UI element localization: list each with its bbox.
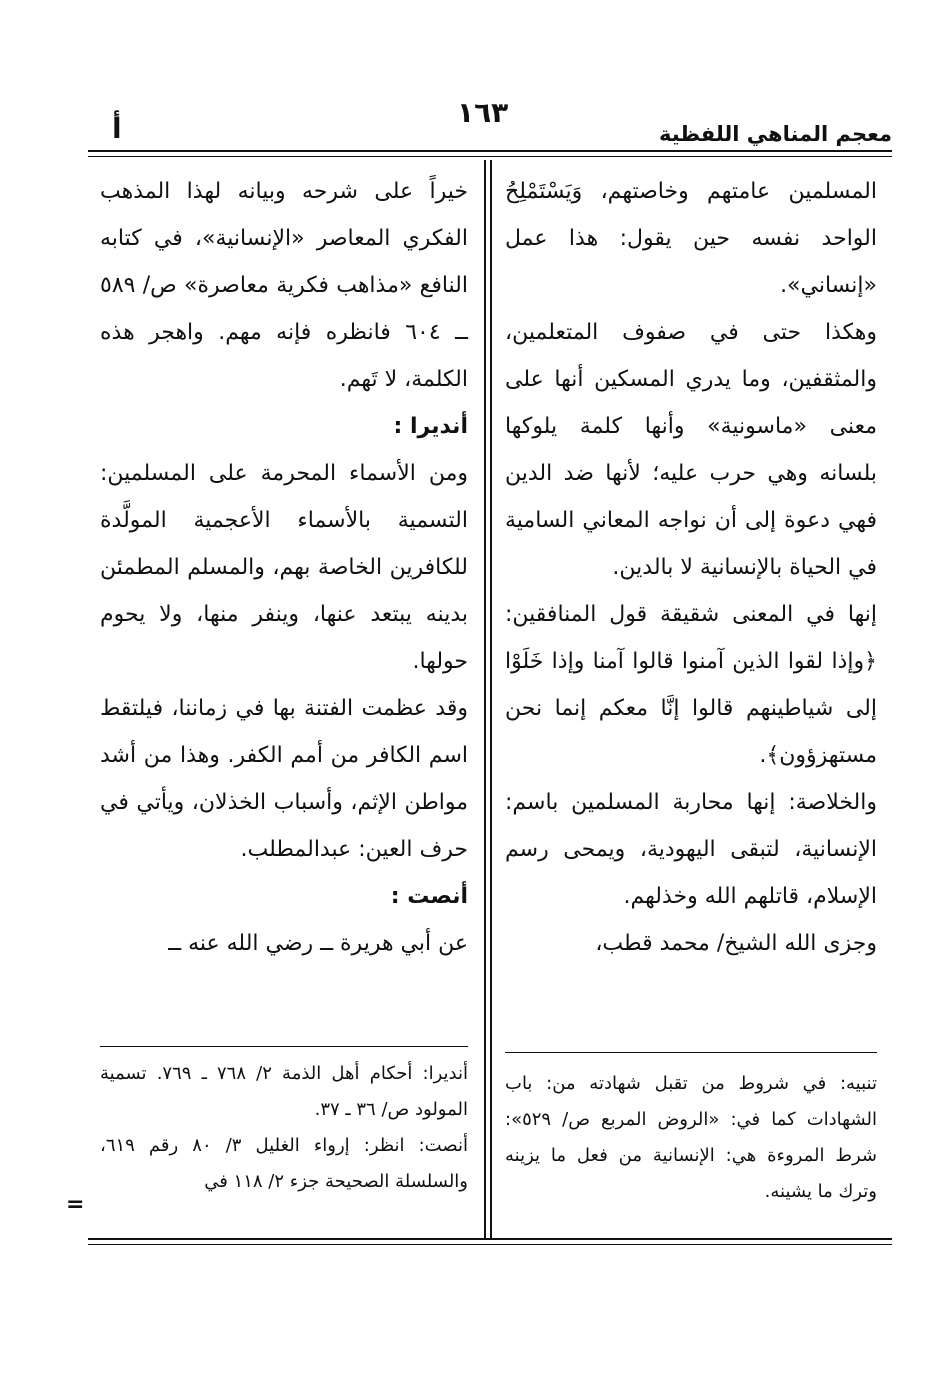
section-letter: أ [112,112,122,145]
footer-rule-bottom [88,1244,892,1245]
left-column [100,168,468,967]
footnote: أنصت: انظر: إرواء الغليل ٣/ ٨٠ رقم ٦١٩، والسلسلة الصحيحة جزء ٢/ ١١٨ في [100,1135,468,1192]
footer-rule-top [88,1238,892,1240]
body-paragraph: خيراً على شرحه وبيانه لهذا المذهب الفكري المعاصر «الإنسانية»، في كتابه النافع «مذاهب فكرية معاصرة» ص/ ٥٨٩ ــ ٦٠٤ فانظره فإنه مهم. واهجر هذه الكلمة، لا تَهم. [100,179,469,392]
continuation-mark: = [66,1192,85,1217]
body-paragraph: وقد عظمت الفتنة بها في زماننا، فيلتقط اسم الكافر من أمم الكفر. وهذا من أشد مواطن الإثم، وأسباب الخذلان، ويأتي في حرف العين: عبدالمطلب. [100,696,468,862]
column-divider [484,160,486,1238]
footnote-rule-left [100,1046,468,1047]
footnotes-left [100,1056,468,1200]
body-paragraph: ومن الأسماء المحرمة على المسلمين: التسمية بالأسماء الأعجمية المولَّدة للكافرين الخاصة بهم، والمسلم المطمئن بدينه يبتعد عنها، وينفر منها، ولا يحوم حولها. [100,461,468,674]
body-paragraph: وهكذا حتى في صفوف المتعلمين، والمثقفين، وما يدري المسكين أنها على معنى «ماسونية» وأنها كلمة يلوكها بلسانه وهي حرب عليه؛ لأنها ضد الدين فهي دعوة إلى أن نواجه المعاني السامية في الحياة بالإنسانية لا بالدين. [505,320,877,580]
book-title: معجم المناهي اللفظية [658,122,892,146]
body-paragraph: والخلاصة: إنها محاربة المسلمين باسم: الإنسانية، لتبقى اليهودية، ويمحى رسم الإسلام، قاتلهم الله وخذلهم. [505,790,877,909]
right-column [505,168,877,967]
page-header [92,96,892,156]
column-divider-inner [490,160,492,1238]
footnote-rule-right [505,1052,877,1053]
header-rule-bottom [88,156,892,157]
entry-heading: أنصت : [390,884,468,909]
footnote: أنديرا: أحكام أهل الذمة ٢/ ٧٦٨ ـ ٧٦٩. تسمية المولود ص/ ٣٦ ـ ٣٧. [100,1063,468,1120]
header-rule-top [88,150,892,152]
footnote: تنبيه: في شروط من تقبل شهادته من: باب الشهادات كما في: «الروض المربع ص/ ٥٢٩»: شرط المروءة هي: الإنسانية من فعل ما يزينه وترك ما يشينه. [505,1073,877,1202]
body-paragraph: المسلمين عامتهم وخاصتهم، وَيَسْتَمْلِحُ الواحد نفسه حين يقول: هذا عمل «إنساني». [505,179,877,298]
entry-heading: أنديرا : [393,414,468,439]
body-paragraph: عن أبي هريرة ــ رضي الله عنه ــ [168,931,468,956]
footnotes-right [505,1066,877,1210]
body-paragraph: إنها في المعنى شقيقة قول المنافقين: ﴿وإذا لقوا الذين آمنوا قالوا آمنا وإذا خَلَوْا إلى شياطينهم قالوا إنَّا معكم إنما نحن مستهزؤون﴾. [505,602,877,768]
page-number: ١٦٣ [457,96,509,129]
body-paragraph: وجزى الله الشيخ/ محمد قطب، [595,931,877,956]
